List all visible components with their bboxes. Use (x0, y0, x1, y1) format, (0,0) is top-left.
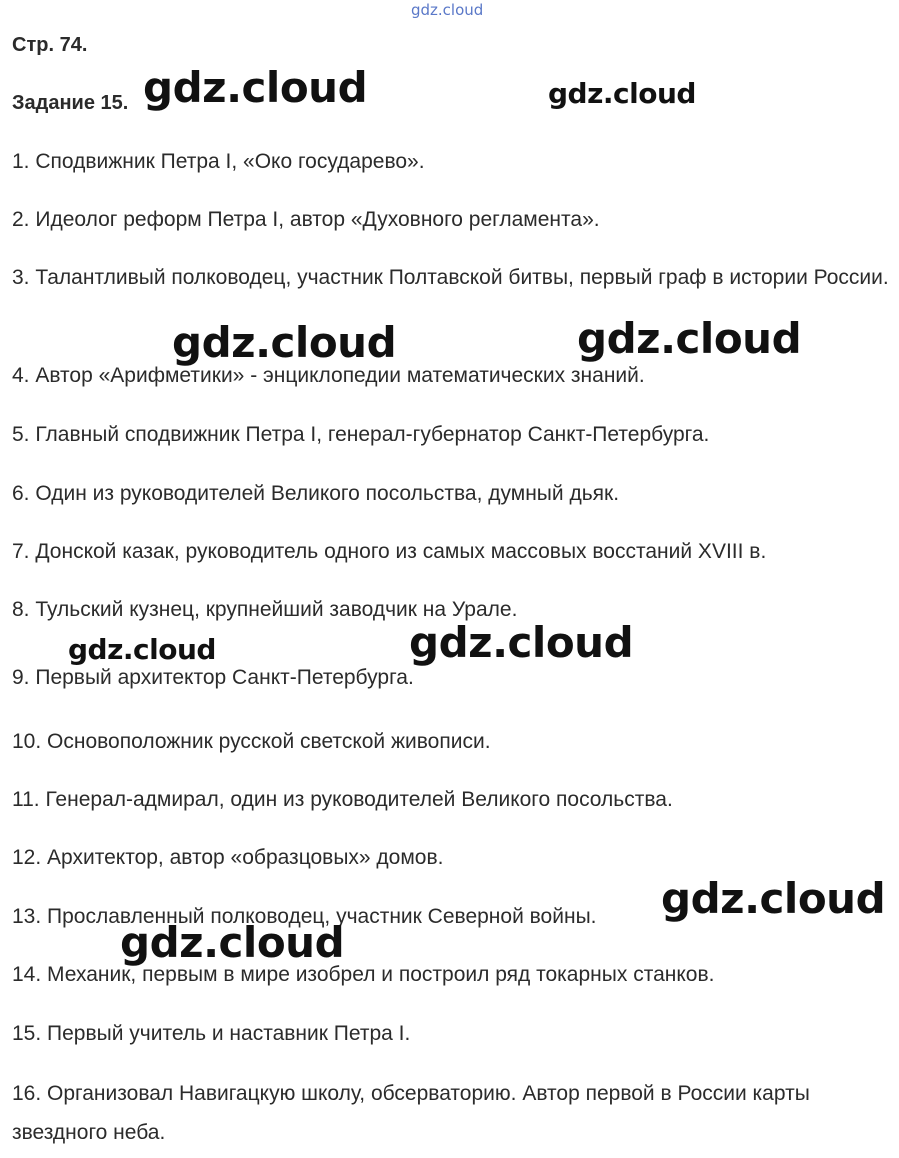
watermark: gdz.cloud (120, 918, 345, 967)
watermark: gdz.cloud (577, 314, 802, 363)
list-item: 11. Генерал-адмирал, один из руководителей Великого посольства. (12, 788, 673, 811)
watermark: gdz.cloud (661, 874, 886, 923)
list-item: 10. Основоположник русской светской живописи. (12, 730, 491, 753)
watermark: gdz.cloud (172, 318, 397, 367)
list-item: 3. Талантливый полководец, участник Полтавской битвы, первый граф в истории России. (12, 266, 889, 289)
watermark: gdz.cloud (68, 633, 216, 666)
list-item: 15. Первый учитель и наставник Петра I. (12, 1022, 411, 1045)
list-item: 7. Донской казак, руководитель одного из самых массовых восстаний XVIII в. (12, 540, 767, 563)
list-item: 6. Один из руководителей Великого посольства, думный дьяк. (12, 482, 620, 505)
list-item: 16. Организовал Навигацкую школу, обсерваторию. Автор первой в России карты звездного неба. (12, 1082, 810, 1144)
list-item: 5. Главный сподвижник Петра I, генерал-губернатор Санкт-Петербурга. (12, 423, 710, 446)
list-item: 14. Механик, первым в мире изобрел и построил ряд токарных станков. (12, 963, 715, 986)
task-title: Задание 15. (12, 92, 129, 114)
list-item: 9. Первый архитектор Санкт-Петербурга. (12, 666, 414, 689)
watermark: gdz.cloud (548, 77, 696, 110)
list-item: 2. Идеолог реформ Петра I, автор «Духовного регламента». (12, 208, 600, 231)
list-item: 12. Архитектор, автор «образцовых» домов. (12, 846, 444, 869)
list-item: 8. Тульский кузнец, крупнейший заводчик на Урале. (12, 598, 518, 621)
watermark: gdz.cloud (143, 63, 368, 112)
top-watermark: gdz.cloud (411, 1, 484, 19)
list-item: 13. Прославленный полководец, участник Северной войны. (12, 905, 597, 928)
page-reference: Стр. 74. (12, 34, 88, 56)
list-item: 1. Сподвижник Петра I, «Око государево». (12, 150, 425, 173)
list-item: 4. Автор «Арифметики» - энциклопедии математических знаний. (12, 364, 645, 387)
watermark: gdz.cloud (409, 618, 634, 667)
